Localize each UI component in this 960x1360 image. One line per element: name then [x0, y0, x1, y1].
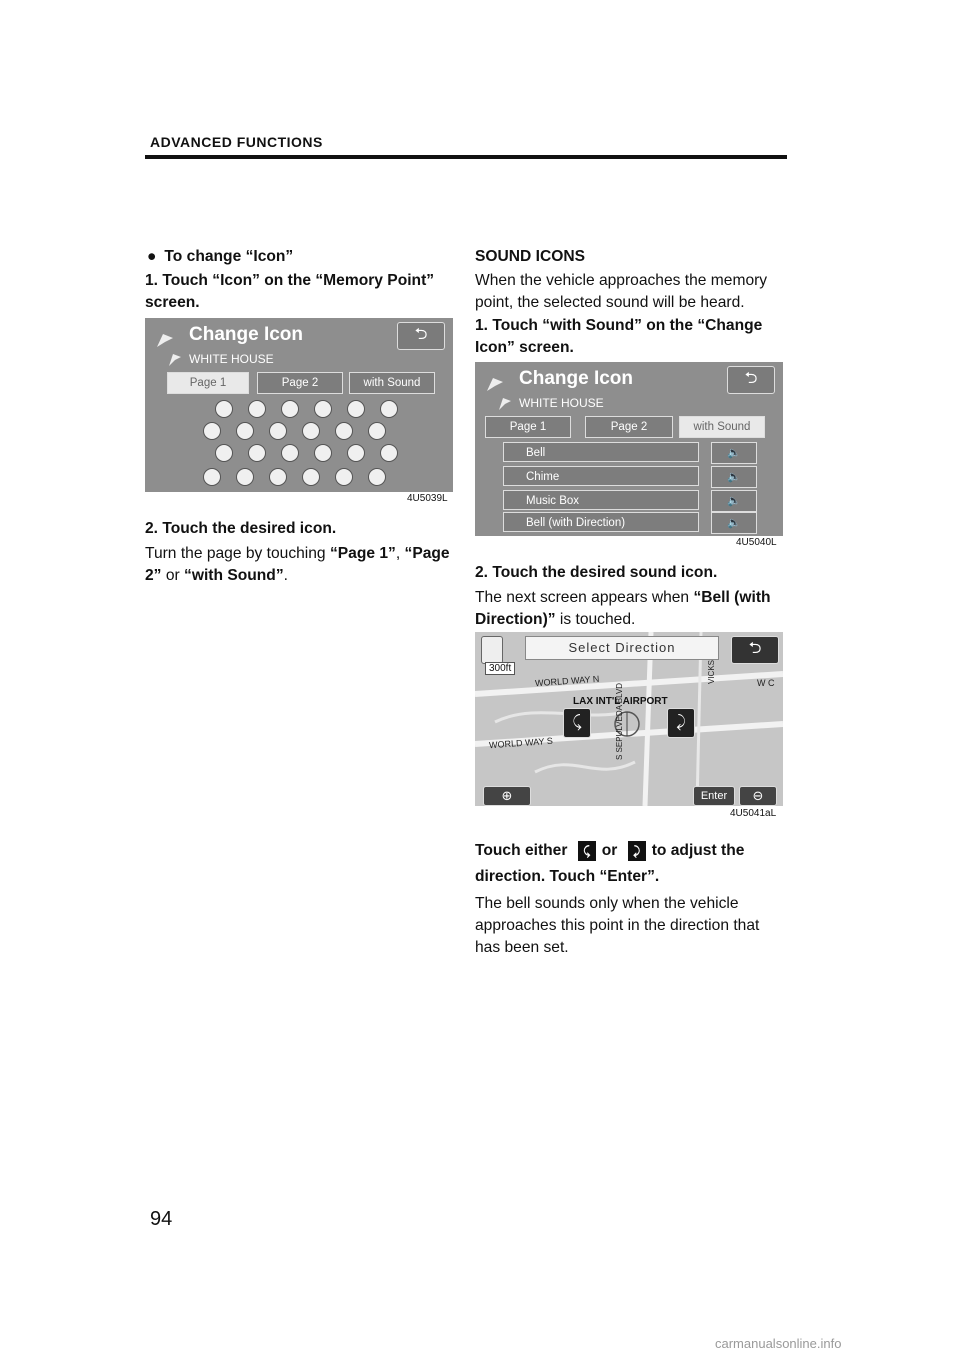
back-button[interactable]: ⮌ — [727, 366, 775, 394]
memory-icon[interactable] — [236, 422, 254, 440]
flag-icon — [485, 376, 505, 392]
rotate-left-icon: ⤹ — [578, 841, 596, 861]
street-label: WORLD WAY N — [534, 673, 600, 689]
left-step-2: 2. Touch the desired icon. — [145, 520, 337, 537]
turn-text: Turn the page by touching — [145, 545, 330, 562]
period: . — [283, 567, 288, 584]
play-bell-button[interactable]: 🔈 — [711, 442, 757, 464]
memory-icon[interactable] — [335, 468, 353, 486]
sound-row-bell-direction[interactable]: Bell (with Direction) — [503, 512, 699, 532]
rotate-right-icon: ⤸ — [628, 841, 646, 861]
tab-with-sound[interactable]: with Sound — [679, 416, 765, 438]
compass-icon[interactable] — [481, 636, 503, 664]
memory-icon[interactable] — [368, 422, 386, 440]
memory-icon[interactable] — [314, 400, 332, 418]
figure-code: 4U5040L — [733, 537, 780, 548]
bullet-icon: ● — [147, 248, 157, 265]
screen-title: Change Icon — [519, 368, 634, 389]
tab-with-sound[interactable]: with Sound — [349, 372, 435, 394]
memory-icon[interactable] — [347, 400, 365, 418]
rotate-left-button[interactable]: ⤹ — [563, 708, 591, 738]
memory-icon[interactable] — [335, 422, 353, 440]
figure-code: 4U5041aL — [727, 808, 779, 819]
memory-icon[interactable] — [269, 468, 287, 486]
zoom-in-button[interactable]: ⊕ — [483, 786, 531, 806]
memory-icon[interactable] — [203, 422, 221, 440]
or-text: or — [161, 567, 185, 584]
memory-icon[interactable] — [302, 468, 320, 486]
touch-either: Touch either — [475, 842, 568, 859]
memory-icon[interactable] — [380, 400, 398, 418]
enter-button[interactable]: Enter — [693, 786, 735, 806]
memory-icon[interactable] — [281, 444, 299, 462]
next-post: is touched. — [555, 611, 636, 628]
memory-flag-icon — [167, 352, 183, 366]
point-name: WHITE HOUSE — [189, 352, 274, 366]
section-header: ADVANCED FUNCTIONS — [150, 134, 323, 150]
select-direction-screen — [475, 632, 783, 806]
memory-icon[interactable] — [302, 422, 320, 440]
memory-icon[interactable] — [215, 444, 233, 462]
touch-either-line — [475, 840, 787, 862]
tab-page-2[interactable]: Page 2 — [585, 416, 673, 438]
next-pre: The next screen appears when — [475, 589, 694, 606]
comma: , — [395, 545, 401, 562]
screen-title: Change Icon — [189, 324, 304, 345]
back-button[interactable]: ⮌ — [731, 636, 779, 664]
street-label: W C — [757, 678, 775, 688]
adjust-text: to adjust the — [651, 842, 745, 859]
memory-icon[interactable] — [368, 468, 386, 486]
memory-icon[interactable] — [347, 444, 365, 462]
memory-icon[interactable] — [203, 468, 221, 486]
bell-direction-ref: “Bell (with Direction)” — [475, 589, 771, 628]
header-rule — [145, 155, 787, 159]
airport-label: LAX INT'L AIRPORT — [573, 696, 668, 707]
tab-page-1[interactable]: Page 1 — [485, 416, 571, 438]
bullet-text: To change “Icon” — [164, 248, 294, 265]
memory-icon[interactable] — [269, 422, 287, 440]
sound-intro: When the vehicle approaches the memory point, the selected sound will be heard. — [475, 272, 768, 311]
tab-page-1[interactable]: Page 1 — [167, 372, 249, 394]
play-chime-button[interactable]: 🔈 — [711, 466, 757, 488]
map-scale: 300ft — [485, 662, 515, 675]
right-step-2: 2. Touch the desired sound icon. — [475, 564, 718, 581]
street-label: VICKS — [707, 659, 716, 684]
street-label: WORLD WAY S — [488, 735, 554, 751]
or-text: or — [601, 842, 618, 859]
zoom-out-button[interactable]: ⊖ — [739, 786, 777, 806]
left-turn-page — [145, 543, 455, 587]
bullet-heading — [147, 246, 293, 268]
screen-title: Select Direction — [525, 636, 719, 660]
change-icon-screen — [145, 318, 453, 492]
street-label: S SEPULVEDA BLVD — [615, 682, 624, 760]
sound-icons-heading: SOUND ICONS — [475, 248, 586, 265]
tab-page-2[interactable]: Page 2 — [257, 372, 343, 394]
memory-icon[interactable] — [248, 400, 266, 418]
point-name: WHITE HOUSE — [519, 396, 604, 410]
page-number: 94 — [150, 1208, 173, 1230]
memory-flag-icon — [497, 396, 513, 410]
back-button[interactable]: ⮌ — [397, 322, 445, 350]
page1-ref: “Page 1” — [329, 545, 396, 562]
with-sound-screen — [475, 362, 783, 536]
direction-enter-text: direction. Touch “Enter”. — [475, 868, 660, 885]
next-screen-text — [475, 587, 787, 631]
sound-row-bell[interactable]: Bell — [503, 442, 699, 462]
bell-note: The bell sounds only when the vehicle approaches this point in the direction that has been set. — [475, 895, 760, 956]
memory-icon[interactable] — [314, 444, 332, 462]
left-step-1: 1. Touch “Icon” on the “Memory Point” screen. — [145, 272, 435, 311]
memory-icon[interactable] — [248, 444, 266, 462]
sound-row-chime[interactable]: Chime — [503, 466, 699, 486]
memory-icon[interactable] — [281, 400, 299, 418]
flag-icon — [155, 332, 175, 348]
page2-ref: “Page 2” — [145, 545, 450, 584]
memory-icon[interactable] — [215, 400, 233, 418]
withsound-ref: “with Sound” — [184, 567, 284, 584]
play-music-box-button[interactable]: 🔈 — [711, 490, 757, 512]
rotate-right-button[interactable]: ⤸ — [667, 708, 695, 738]
figure-code: 4U5039L — [404, 493, 451, 504]
right-step-1: 1. Touch “with Sound” on the “Change Icon” screen. — [475, 317, 763, 356]
sound-row-music-box[interactable]: Music Box — [503, 490, 699, 510]
watermark: carmanualsonline.info — [715, 1336, 842, 1351]
memory-icon[interactable] — [380, 444, 398, 462]
play-bell-direction-button[interactable]: 🔈 — [711, 512, 757, 534]
memory-icon[interactable] — [236, 468, 254, 486]
